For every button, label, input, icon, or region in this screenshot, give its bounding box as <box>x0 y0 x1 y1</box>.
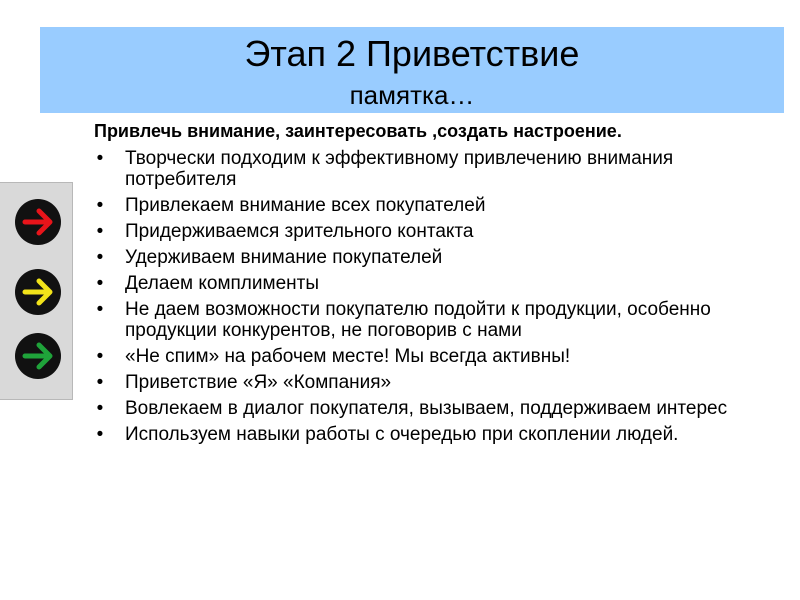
list-item-text: Придерживаемся зрительного контакта <box>125 221 474 242</box>
list-item <box>94 195 784 216</box>
list-item <box>94 148 784 190</box>
list-item-text: «Не спим» на рабочем месте! Мы всегда активны! <box>125 346 571 367</box>
bullet-icon: • <box>96 221 104 242</box>
list-item-text: Не даем возможности покупателю подойти к продукции, особенно продукции конкурентов, не поговорив с нами <box>125 299 711 341</box>
bullet-icon: • <box>96 148 104 169</box>
bullet-icon: • <box>96 398 104 419</box>
list-item-text: Делаем комплименты <box>125 273 319 294</box>
bullet-icon: • <box>96 346 104 367</box>
bullet-icon: • <box>96 372 104 393</box>
list-item <box>94 299 784 341</box>
list-item-text: Используем навыки работы с очередью при скоплении людей. <box>125 424 679 445</box>
title-banner <box>40 27 784 113</box>
bullet-icon: • <box>96 299 104 320</box>
memo-heading: Привлечь внимание, заинтересовать ,создать настроение. <box>94 121 622 141</box>
bullet-icon: • <box>96 247 104 268</box>
list-item-text: Вовлекаем в диалог покупателя, вызываем, поддерживаем интерес <box>125 398 728 419</box>
memo-bullet-list <box>94 148 784 445</box>
list-item-text: Приветствие «Я» «Компания» <box>125 372 392 393</box>
list-item <box>94 372 784 393</box>
red-arrow-icon <box>14 198 62 246</box>
page-title: Этап 2 Приветствие <box>244 33 580 74</box>
list-item <box>94 424 784 445</box>
list-item <box>94 346 784 367</box>
memo-content <box>94 120 784 450</box>
list-item-text: Творчески подходим к эффективному привлечению внимания потребителя <box>125 148 674 190</box>
list-item <box>94 398 784 419</box>
list-item <box>94 273 784 294</box>
traffic-light <box>0 182 73 400</box>
bullet-icon: • <box>96 273 104 294</box>
list-item-text: Удерживаем внимание покупателей <box>125 247 443 268</box>
list-item-text: Привлекаем внимание всех покупателей <box>125 195 486 216</box>
green-arrow-icon <box>14 332 62 380</box>
bullet-icon: • <box>96 424 104 445</box>
page-subtitle: памятка… <box>349 80 475 110</box>
yellow-arrow-icon <box>14 268 62 316</box>
list-item <box>94 221 784 242</box>
list-item <box>94 247 784 268</box>
bullet-icon: • <box>96 195 104 216</box>
